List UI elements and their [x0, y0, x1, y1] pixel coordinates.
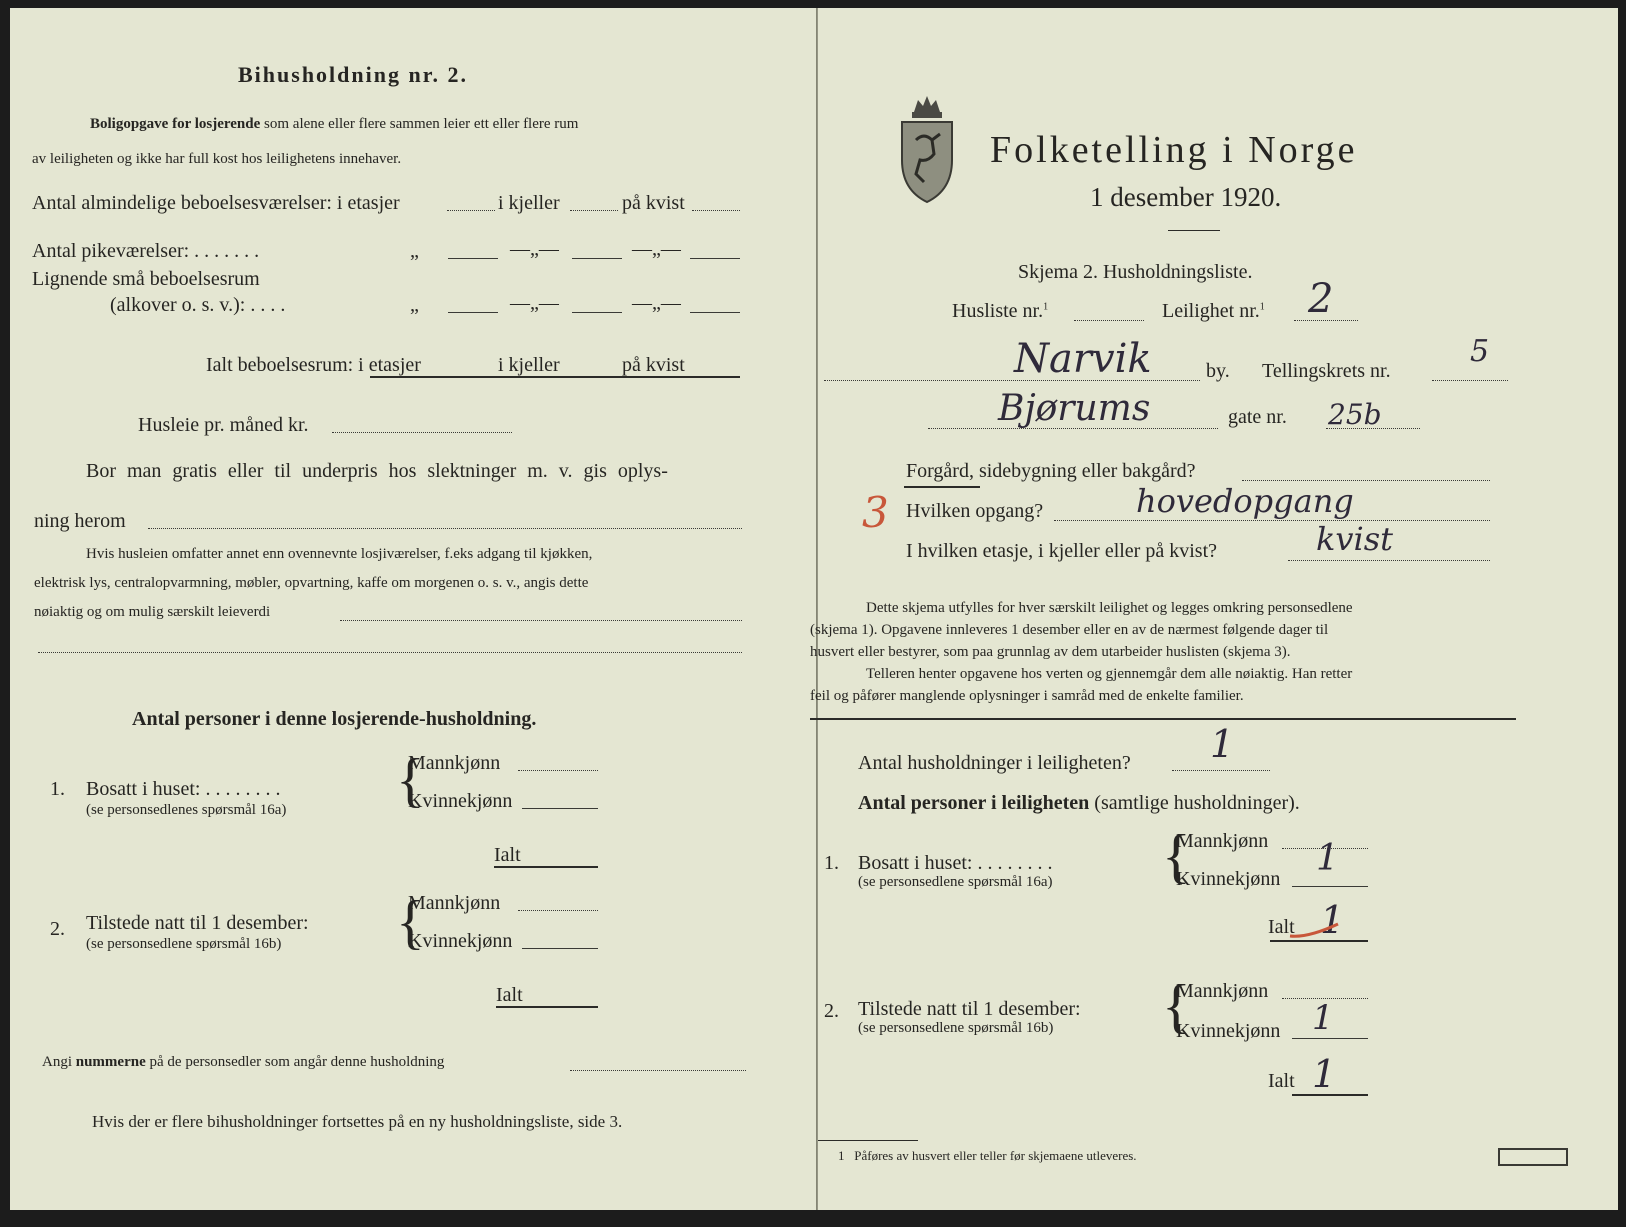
q1-kvinne-field[interactable]	[1292, 886, 1368, 887]
info-line-2: (skjema 1). Opgavene innleveres 1 desember eller en av de nærmest følgende dager til	[810, 622, 1329, 638]
census-date: 1 desember 1920.	[1090, 182, 1282, 212]
husleie-field[interactable]	[332, 432, 512, 433]
info-line-5: feil og påfører manglende oplysninger i samråd med de enkelte familier.	[810, 688, 1244, 704]
intro-line-2: av leiligheten og ikke har full kost hos leilighetens innehaver.	[32, 151, 402, 167]
kvinne-label: Kvinnekjønn	[408, 790, 513, 812]
kjeller-field[interactable]	[570, 210, 618, 211]
tellingskrets-field[interactable]	[1432, 380, 1508, 381]
mann-label: Mannkjønn	[408, 752, 501, 774]
q1-ialt-field[interactable]	[1270, 940, 1368, 942]
ialt-label: Ialt	[1268, 1070, 1295, 1092]
alkover-kjeller-field[interactable]	[572, 312, 622, 313]
q2-label: Tilstede natt til 1 desember:	[858, 998, 1081, 1020]
almindelige-label: Antal almindelige beboelsesværelser: i etasjer	[32, 192, 400, 214]
title-divider	[1168, 230, 1220, 231]
red-check-icon	[1288, 918, 1344, 940]
q2-kvinne-field[interactable]	[1292, 1038, 1368, 1039]
q1-number: 1.	[50, 778, 65, 800]
q2-ialt-value: 1	[1312, 1052, 1337, 1096]
q1-sub: (se personsedlene spørsmål 16a)	[858, 874, 1053, 890]
opgang-value: hovedopgang	[1136, 482, 1354, 520]
q1-sub: (se personsedlenes spørsmål 16a)	[86, 802, 287, 818]
q2-label: Tilstede natt til 1 desember:	[86, 912, 309, 934]
husholdninger-value: 1	[1210, 722, 1235, 766]
ditto-dash: —„—	[632, 238, 681, 260]
mann-label: Mannkjønn	[1176, 980, 1269, 1002]
tellingskrets-label: Tellingskrets nr.	[1262, 360, 1391, 382]
q2-number: 2.	[824, 1000, 839, 1022]
q1-kvinne-value: 1	[1316, 838, 1339, 879]
kvinne-label: Kvinnekjønn	[1176, 1020, 1281, 1042]
pike-etasjer-field[interactable]	[448, 258, 498, 259]
q2-mann-field[interactable]	[518, 910, 598, 911]
bor-line-1: Bor man gratis eller til underpris hos slektninger m. v. gis oplys-	[86, 460, 668, 482]
antal-personer-heading: Antal personer i denne losjerende-husholdning.	[132, 708, 537, 730]
i-kjeller-label: i kjeller	[498, 192, 560, 214]
q2-sub: (se personsedlene spørsmål 16b)	[86, 936, 282, 952]
pike-label: Antal pikeværelser: . . . . . . .	[32, 240, 260, 262]
right-title: Folketelling i Norge	[990, 129, 1358, 171]
bor-line-2: ning herom	[34, 510, 126, 532]
bor-field[interactable]	[148, 528, 742, 529]
q1-label: Bosatt i huset: . . . . . . . .	[86, 778, 281, 800]
q2-kvinne-field[interactable]	[522, 948, 598, 949]
ditto-dash: —„—	[510, 292, 559, 314]
q1-mann-field[interactable]	[518, 770, 598, 771]
q1-ialt-value: 1	[1320, 898, 1345, 942]
footnote-rule	[818, 1140, 918, 1141]
etasje-value: kvist	[1316, 520, 1393, 558]
etasje-label: I hvilken etasje, i kjeller eller på kvist?	[906, 540, 1217, 562]
by-label: by.	[1206, 360, 1230, 382]
husholdninger-field[interactable]	[1172, 770, 1270, 771]
husholdninger-label: Antal husholdninger i leiligheten?	[858, 752, 1131, 774]
gate-value: Bjørums	[998, 388, 1151, 429]
gate-nr-value: 25b	[1328, 398, 1382, 431]
ditto-dash: —„—	[510, 238, 559, 260]
leilighet-label: Leilighet nr.$^1$	[1162, 300, 1265, 322]
q1-label: Bosatt i huset: . . . . . . . .	[858, 852, 1053, 874]
q2-ialt-field[interactable]	[496, 1006, 598, 1008]
opgang-field[interactable]	[1054, 520, 1490, 521]
ditto-dash: —„—	[632, 292, 681, 314]
alkover-kvist-field[interactable]	[690, 312, 740, 313]
q2-sub: (se personsedlene spørsmål 16b)	[858, 1020, 1054, 1036]
etasjer-field[interactable]	[447, 210, 495, 211]
ditto-mark: „	[410, 240, 419, 262]
bracket-icon: {	[396, 889, 425, 955]
lignende-label: Lignende små beboelsesrum	[32, 268, 260, 290]
ialt-label: Ialt	[1268, 916, 1295, 938]
skjema-label: Skjema 2. Husholdningsliste.	[1018, 261, 1253, 283]
pa-kvist-label: på kvist	[622, 192, 685, 214]
info-line-1: Dette skjema utfylles for hver særskilt leilighet og legges omkring personsedlene	[866, 600, 1353, 616]
tellingskrets-value: 5	[1470, 334, 1490, 369]
pike-kvist-field[interactable]	[690, 258, 740, 259]
ialt-label: Ialt	[494, 844, 521, 866]
husliste-field[interactable]	[1074, 320, 1144, 321]
opgang-label: Hvilken opgang?	[906, 500, 1044, 522]
bracket-icon: {	[1162, 823, 1191, 889]
pike-kjeller-field[interactable]	[572, 258, 622, 259]
husliste-label: Husliste nr.$^1$	[952, 300, 1049, 322]
q1-ialt-field[interactable]	[494, 866, 598, 868]
by-field[interactable]	[824, 380, 1200, 381]
by-value: Narvik	[1014, 336, 1152, 382]
kvinne-label: Kvinnekjønn	[1176, 868, 1281, 890]
forgard-field[interactable]	[1242, 480, 1490, 481]
pa-kvist-label: på kvist	[622, 354, 685, 376]
forgard-label: Forgård, sidebygning eller bakgård?	[906, 460, 1196, 482]
angi-line: Angi nummerne på de personsedler som angår denne husholdning	[42, 1054, 445, 1070]
kvist-field[interactable]	[692, 210, 740, 211]
ialt-underline	[370, 376, 740, 378]
ialt-beboelsesrum-label: Ialt beboelsesrum: i etasjer	[206, 354, 421, 376]
leilighet-value: 2	[1308, 276, 1334, 322]
coat-of-arms-icon	[894, 90, 960, 206]
hvis-line-3: nøiaktig og om mulig særskilt leieverdi	[34, 604, 271, 620]
husleie-label: Husleie pr. måned kr.	[138, 414, 309, 436]
q2-number: 2.	[50, 918, 65, 940]
ditto-mark: „	[410, 294, 419, 316]
right-page	[810, 8, 1618, 1210]
printer-stamp	[1498, 1148, 1568, 1166]
bracket-icon: {	[1162, 973, 1191, 1039]
bracket-icon: {	[396, 747, 425, 813]
ialt-label: Ialt	[496, 984, 523, 1006]
leieverdi-field[interactable]	[340, 620, 742, 621]
intro-line-1: Boligopgave for losjerende som alene eller flere sammen leier ett eller flere rum	[90, 116, 579, 132]
leieverdi-field-2[interactable]	[38, 652, 742, 653]
gate-field[interactable]	[928, 428, 1218, 429]
left-title: Bihusholdning nr. 2.	[238, 62, 468, 87]
personer-heading: Antal personer i leiligheten (samtlige husholdninger).	[858, 792, 1300, 814]
i-kjeller-label: i kjeller	[498, 354, 560, 376]
gate-label: gate nr.	[1228, 406, 1287, 428]
forgard-underline	[904, 486, 980, 488]
kvinne-label: Kvinnekjønn	[408, 930, 513, 952]
mann-label: Mannkjønn	[408, 892, 501, 914]
section-divider	[810, 718, 1516, 720]
left-footer: Hvis der er flere bihusholdninger fortsettes på en ny husholdningsliste, side 3.	[92, 1112, 623, 1131]
hvis-line-1: Hvis husleien omfatter annet enn ovennevnte losjiværelser, f.eks adgang til kjøkken,	[86, 546, 593, 562]
alkover-etasjer-field[interactable]	[448, 312, 498, 313]
footnote: 1 Påføres av husvert eller teller før skjemaene utleveres.	[838, 1148, 1137, 1163]
q1-number: 1.	[824, 852, 839, 874]
left-page	[10, 8, 816, 1210]
alkover-label: (alkover o. s. v.): . . . .	[110, 294, 286, 316]
etasje-field[interactable]	[1288, 560, 1490, 561]
q1-kvinne-field[interactable]	[522, 808, 598, 809]
mann-label: Mannkjønn	[1176, 830, 1269, 852]
margin-mark: 3	[862, 488, 889, 537]
info-line-4: Telleren henter opgavene hos verten og gjennemgår dem alle nøiaktig. Han retter	[866, 666, 1353, 682]
info-line-3: husvert eller bestyrer, som paa grunnlag av dem utarbeider huslisten (skjema 3).	[810, 644, 1291, 660]
hvis-line-2: elektrisk lys, centralopvarmning, møbler, opvartning, kaffe om morgenen o. s. v., angis dette	[34, 575, 589, 591]
q2-kvinne-value: 1	[1312, 998, 1334, 1038]
angi-field[interactable]	[570, 1070, 746, 1071]
